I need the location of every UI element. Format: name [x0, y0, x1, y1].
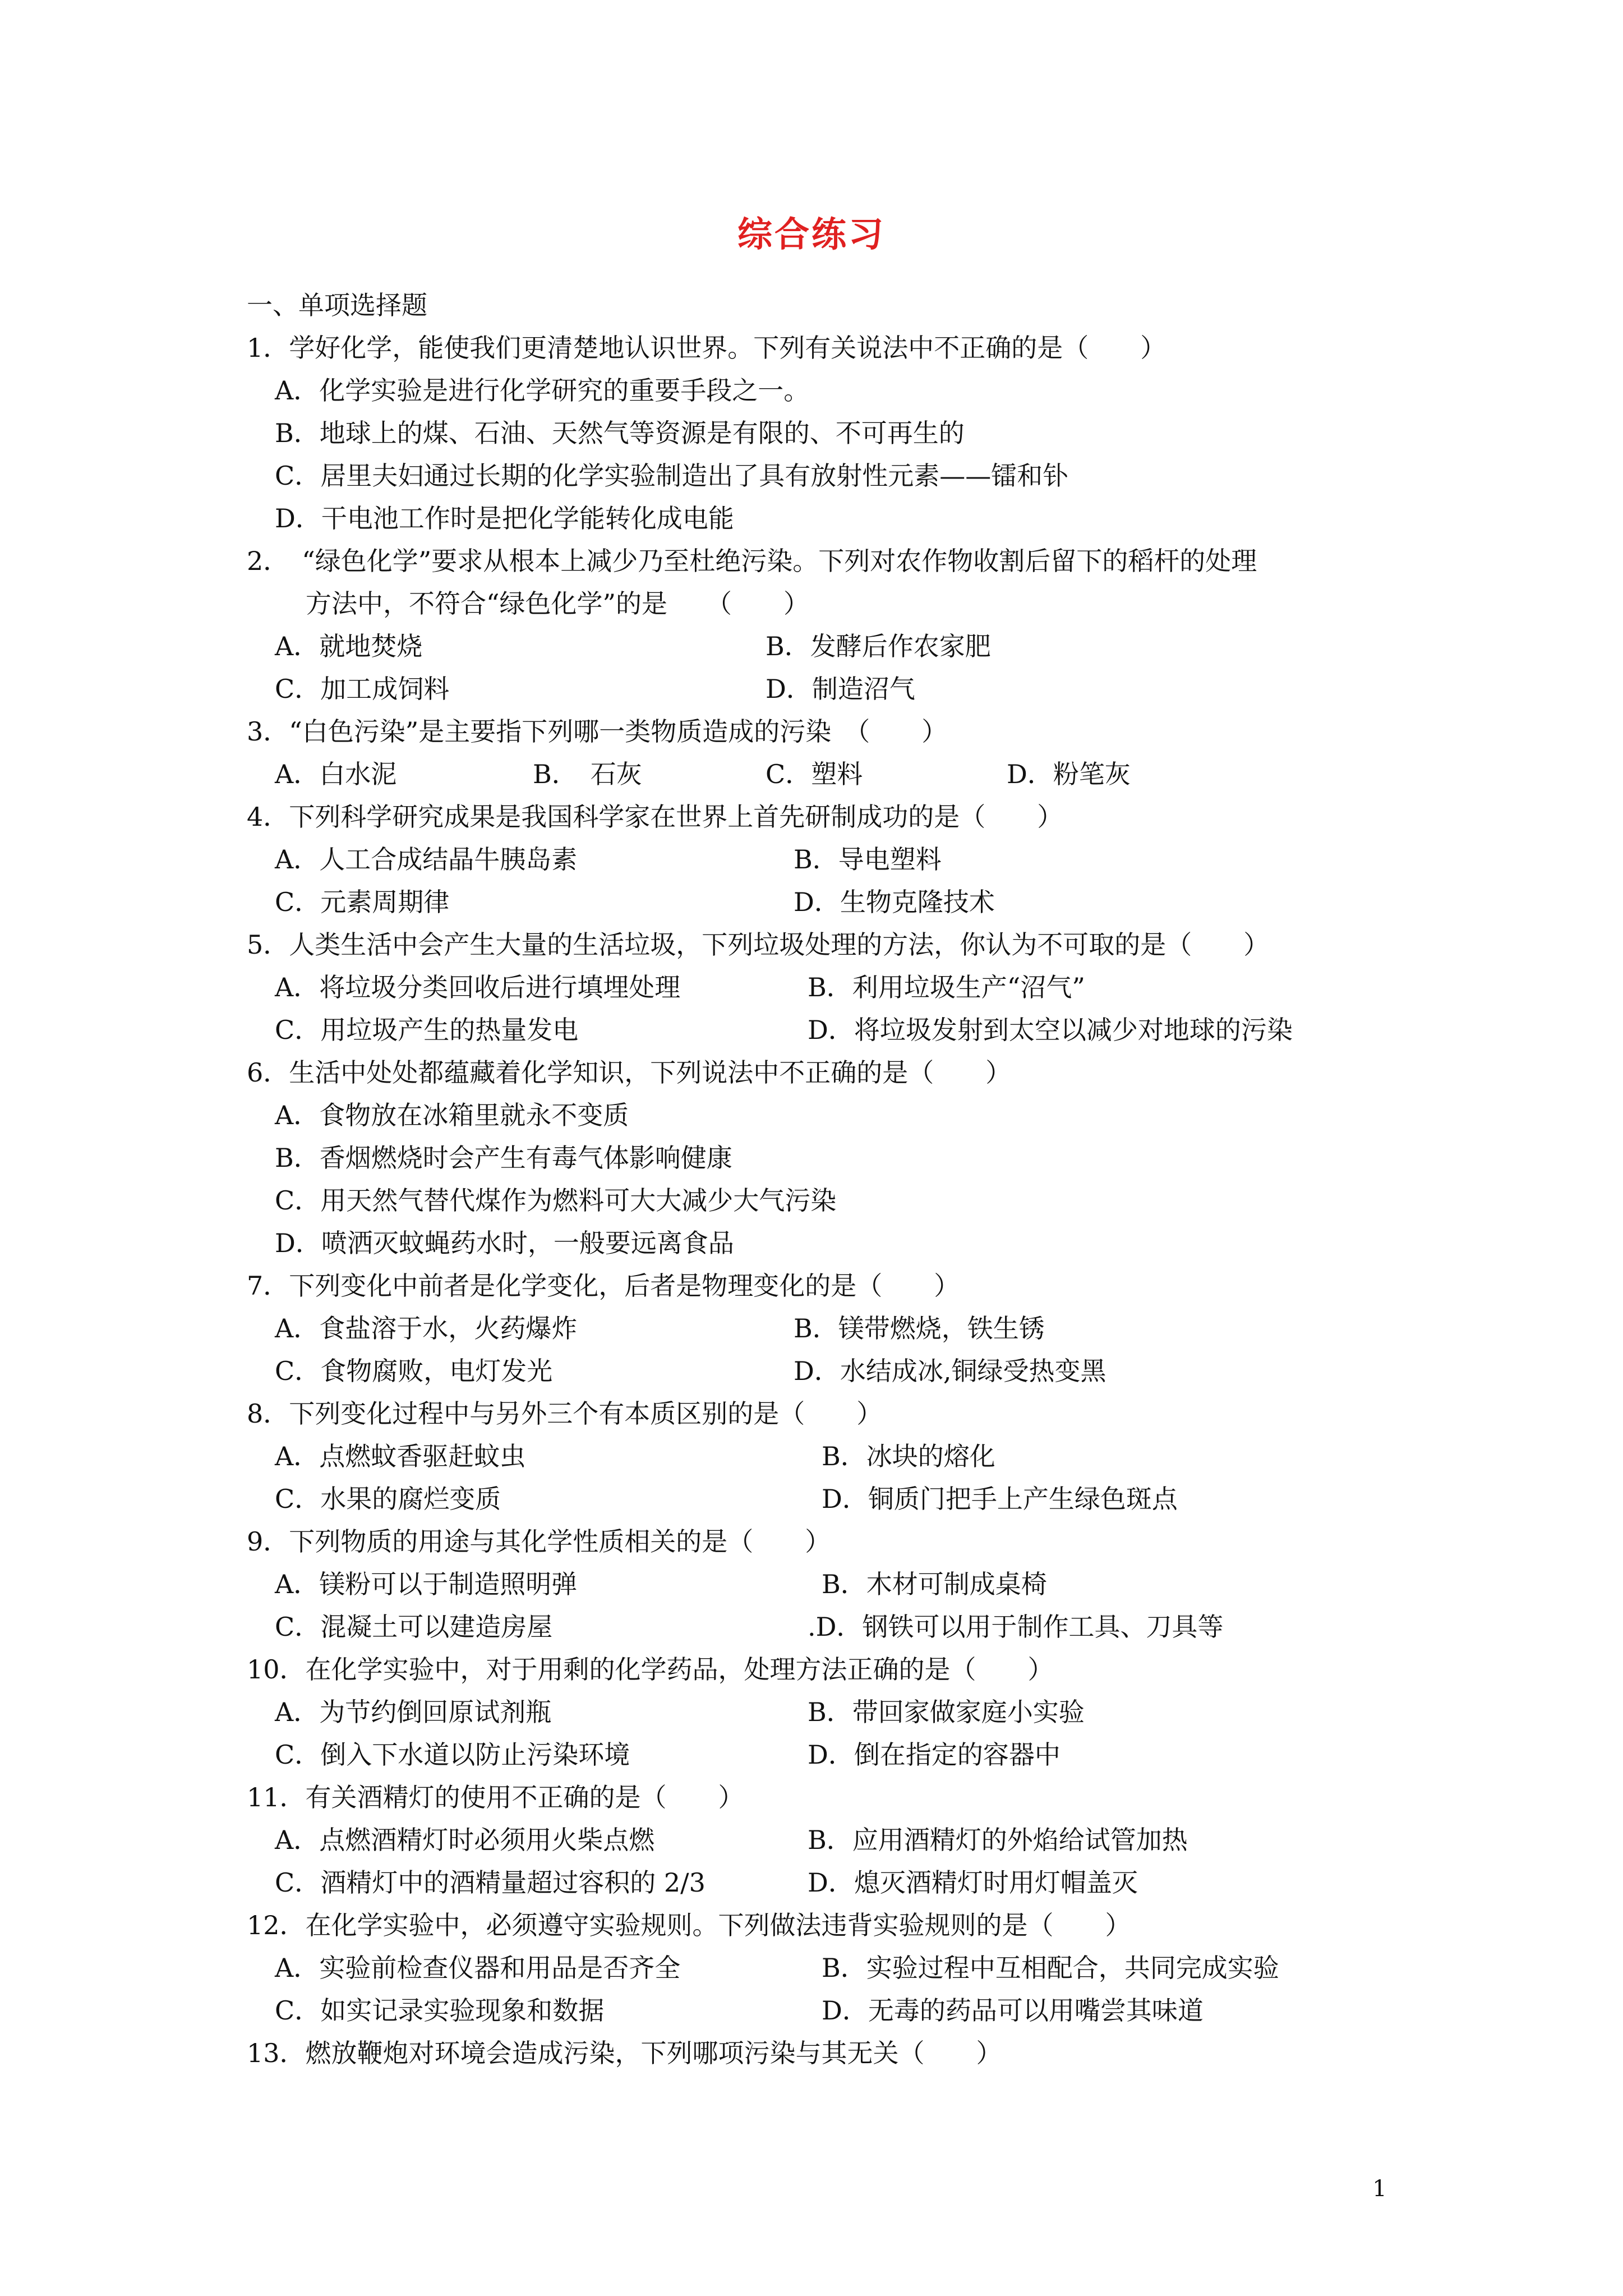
question-1-option-b: B．地球上的煤、石油、天然气等资源是有限的、不可再生的 [275, 418, 965, 448]
question-4-option-d: D．生物克隆技术 [794, 887, 995, 917]
question-5-option-d: D．将垃圾发射到太空以减少对地球的污染 [808, 1015, 1293, 1045]
question-9-option-d: .D．钢铁可以用于制作工具、刀具等 [808, 1612, 1224, 1642]
question-6-option-c: C．用天然气替代煤作为燃料可大大减少大气污染 [275, 1185, 837, 1216]
question-12-option-c: C．如实记录实验现象和数据 [275, 1995, 605, 2026]
question-9-option-a: A．镁粉可以于制造照明弹 [275, 1569, 578, 1599]
question-2-stem: 2． “绿色化学”要求从根本上减少乃至杜绝污染。下列对农作物收割后留下的稻杆的处理 [247, 546, 1257, 576]
question-1-stem: 1．学好化学，能使我们更清楚地认识世界。下列有关说法中不正确的是（ ） [247, 333, 1166, 363]
question-6-stem: 6．生活中处处都蕴藏着化学知识，下列说法中不正确的是（ ） [247, 1057, 1012, 1088]
question-7-option-a: A．食盐溶于水，火药爆炸 [275, 1313, 578, 1343]
question-3-option-b: B． 石灰 [533, 759, 642, 789]
question-5-option-c: C．用垃圾产生的热量发电 [275, 1015, 579, 1045]
question-7-stem: 7．下列变化中前者是化学变化，后者是物理变化的是（ ） [247, 1271, 960, 1301]
question-6-option-b: B．香烟燃烧时会产生有毒气体影响健康 [275, 1143, 732, 1173]
question-9-stem: 9．下列物质的用途与其化学性质相关的是（ ） [247, 1526, 831, 1557]
question-2-option-a: A．就地焚烧 [275, 631, 423, 661]
question-8-option-d: D．铜质门把手上产生绿色斑点 [822, 1484, 1178, 1514]
question-1-option-d: D．干电池工作时是把化学能转化成电能 [275, 503, 734, 533]
question-10-option-b: B．带回家做家庭小实验 [808, 1697, 1085, 1727]
question-9-option-c: C．混凝土可以建造房屋 [275, 1612, 553, 1642]
question-1-option-a: A．化学实验是进行化学研究的重要手段之一。 [275, 375, 810, 406]
question-10-stem: 10．在化学实验中，对于用剩的化学药品，处理方法正确的是（ ） [247, 1654, 1054, 1685]
question-3-stem: 3．“白色污染”是主要指下列哪一类物质造成的污染 （ ） [247, 716, 948, 747]
question-3-option-d: D．粉笔灰 [1007, 759, 1131, 789]
question-4-option-b: B．导电塑料 [794, 844, 942, 875]
question-5-option-b: B．利用垃圾生产“沼气” [808, 972, 1085, 1002]
question-4-option-a: A．人工合成结晶牛胰岛素 [275, 844, 578, 875]
question-4-option-c: C．元素周期律 [275, 887, 450, 917]
question-10-option-d: D．倒在指定的容器中 [808, 1740, 1061, 1770]
question-8-option-a: A．点燃蚊香驱赶蚊虫 [275, 1441, 526, 1471]
question-2-option-d: D．制造沼气 [766, 674, 915, 704]
question-11-stem: 11．有关酒精灯的使用不正确的是（ ） [247, 1782, 744, 1812]
question-11-option-d: D．熄灭酒精灯时用灯帽盖灭 [808, 1867, 1138, 1898]
question-7-option-c: C．食物腐败，电灯发光 [275, 1356, 553, 1386]
question-3-option-a: A．白水泥 [275, 759, 397, 789]
question-6-option-a: A．食物放在冰箱里就永不变质 [275, 1100, 629, 1130]
question-10-option-a: A．为节约倒回原试剂瓶 [275, 1697, 552, 1727]
question-8-stem: 8．下列变化过程中与另外三个有本质区别的是（ ） [247, 1398, 883, 1429]
question-7-option-d: D．水结成冰,铜绿受热变黑 [794, 1356, 1106, 1386]
question-7-option-b: B．镁带燃烧，铁生锈 [794, 1313, 1045, 1343]
question-5-stem: 5．人类生活中会产生大量的生活垃圾，下列垃圾处理的方法，你认为不可取的是（ ） [247, 930, 1270, 960]
question-12-option-b: B．实验过程中互相配合，共同完成实验 [822, 1953, 1279, 1983]
question-5-option-a: A．将垃圾分类回收后进行填埋处理 [275, 972, 681, 1002]
question-12-option-a: A．实验前检查仪器和用品是否齐全 [275, 1953, 681, 1983]
question-6-option-d: D．喷洒灭蚊蝇药水时，一般要远离食品 [275, 1228, 734, 1258]
section-heading: 一、单项选择题 [247, 290, 427, 320]
page-number: 1 [1372, 2176, 1387, 2202]
question-13-stem: 13．燃放鞭炮对环境会造成污染，下列哪项污染与其无关（ ） [247, 2038, 1002, 2068]
question-11-option-a: A．点燃酒精灯时必须用火柴点燃 [275, 1825, 655, 1855]
question-4-stem: 4．下列科学研究成果是我国科学家在世界上首先研制成功的是（ ） [247, 802, 1063, 832]
question-8-option-c: C．水果的腐烂变质 [275, 1484, 501, 1514]
page-title: 综合练习 [737, 214, 886, 255]
question-11-option-c: C．酒精灯中的酒精量超过容积的 2/3 [275, 1867, 706, 1898]
question-3-option-c: C．塑料 [766, 759, 863, 789]
question-12-stem: 12．在化学实验中，必须遵守实验规则。下列做法违背实验规则的是（ ） [247, 1910, 1131, 1940]
question-11-option-b: B．应用酒精灯的外焰给试管加热 [808, 1825, 1188, 1855]
question-12-option-d: D．无毒的药品可以用嘴尝其味道 [822, 1995, 1204, 2026]
question-2-option-b: B．发酵后作农家肥 [766, 631, 991, 661]
question-1-option-c: C．居里夫妇通过长期的化学实验制造出了具有放射性元素——镭和钋 [275, 461, 1069, 491]
question-2-option-c: C．加工成饲料 [275, 674, 450, 704]
question-9-option-b: B．木材可制成桌椅 [822, 1569, 1047, 1599]
question-8-option-b: B．冰块的熔化 [822, 1441, 995, 1471]
question-10-option-c: C．倒入下水道以防止污染环境 [275, 1740, 630, 1770]
question-2-stem-cont: 方法中，不符合“绿色化学”的是 （ ） [306, 588, 810, 619]
